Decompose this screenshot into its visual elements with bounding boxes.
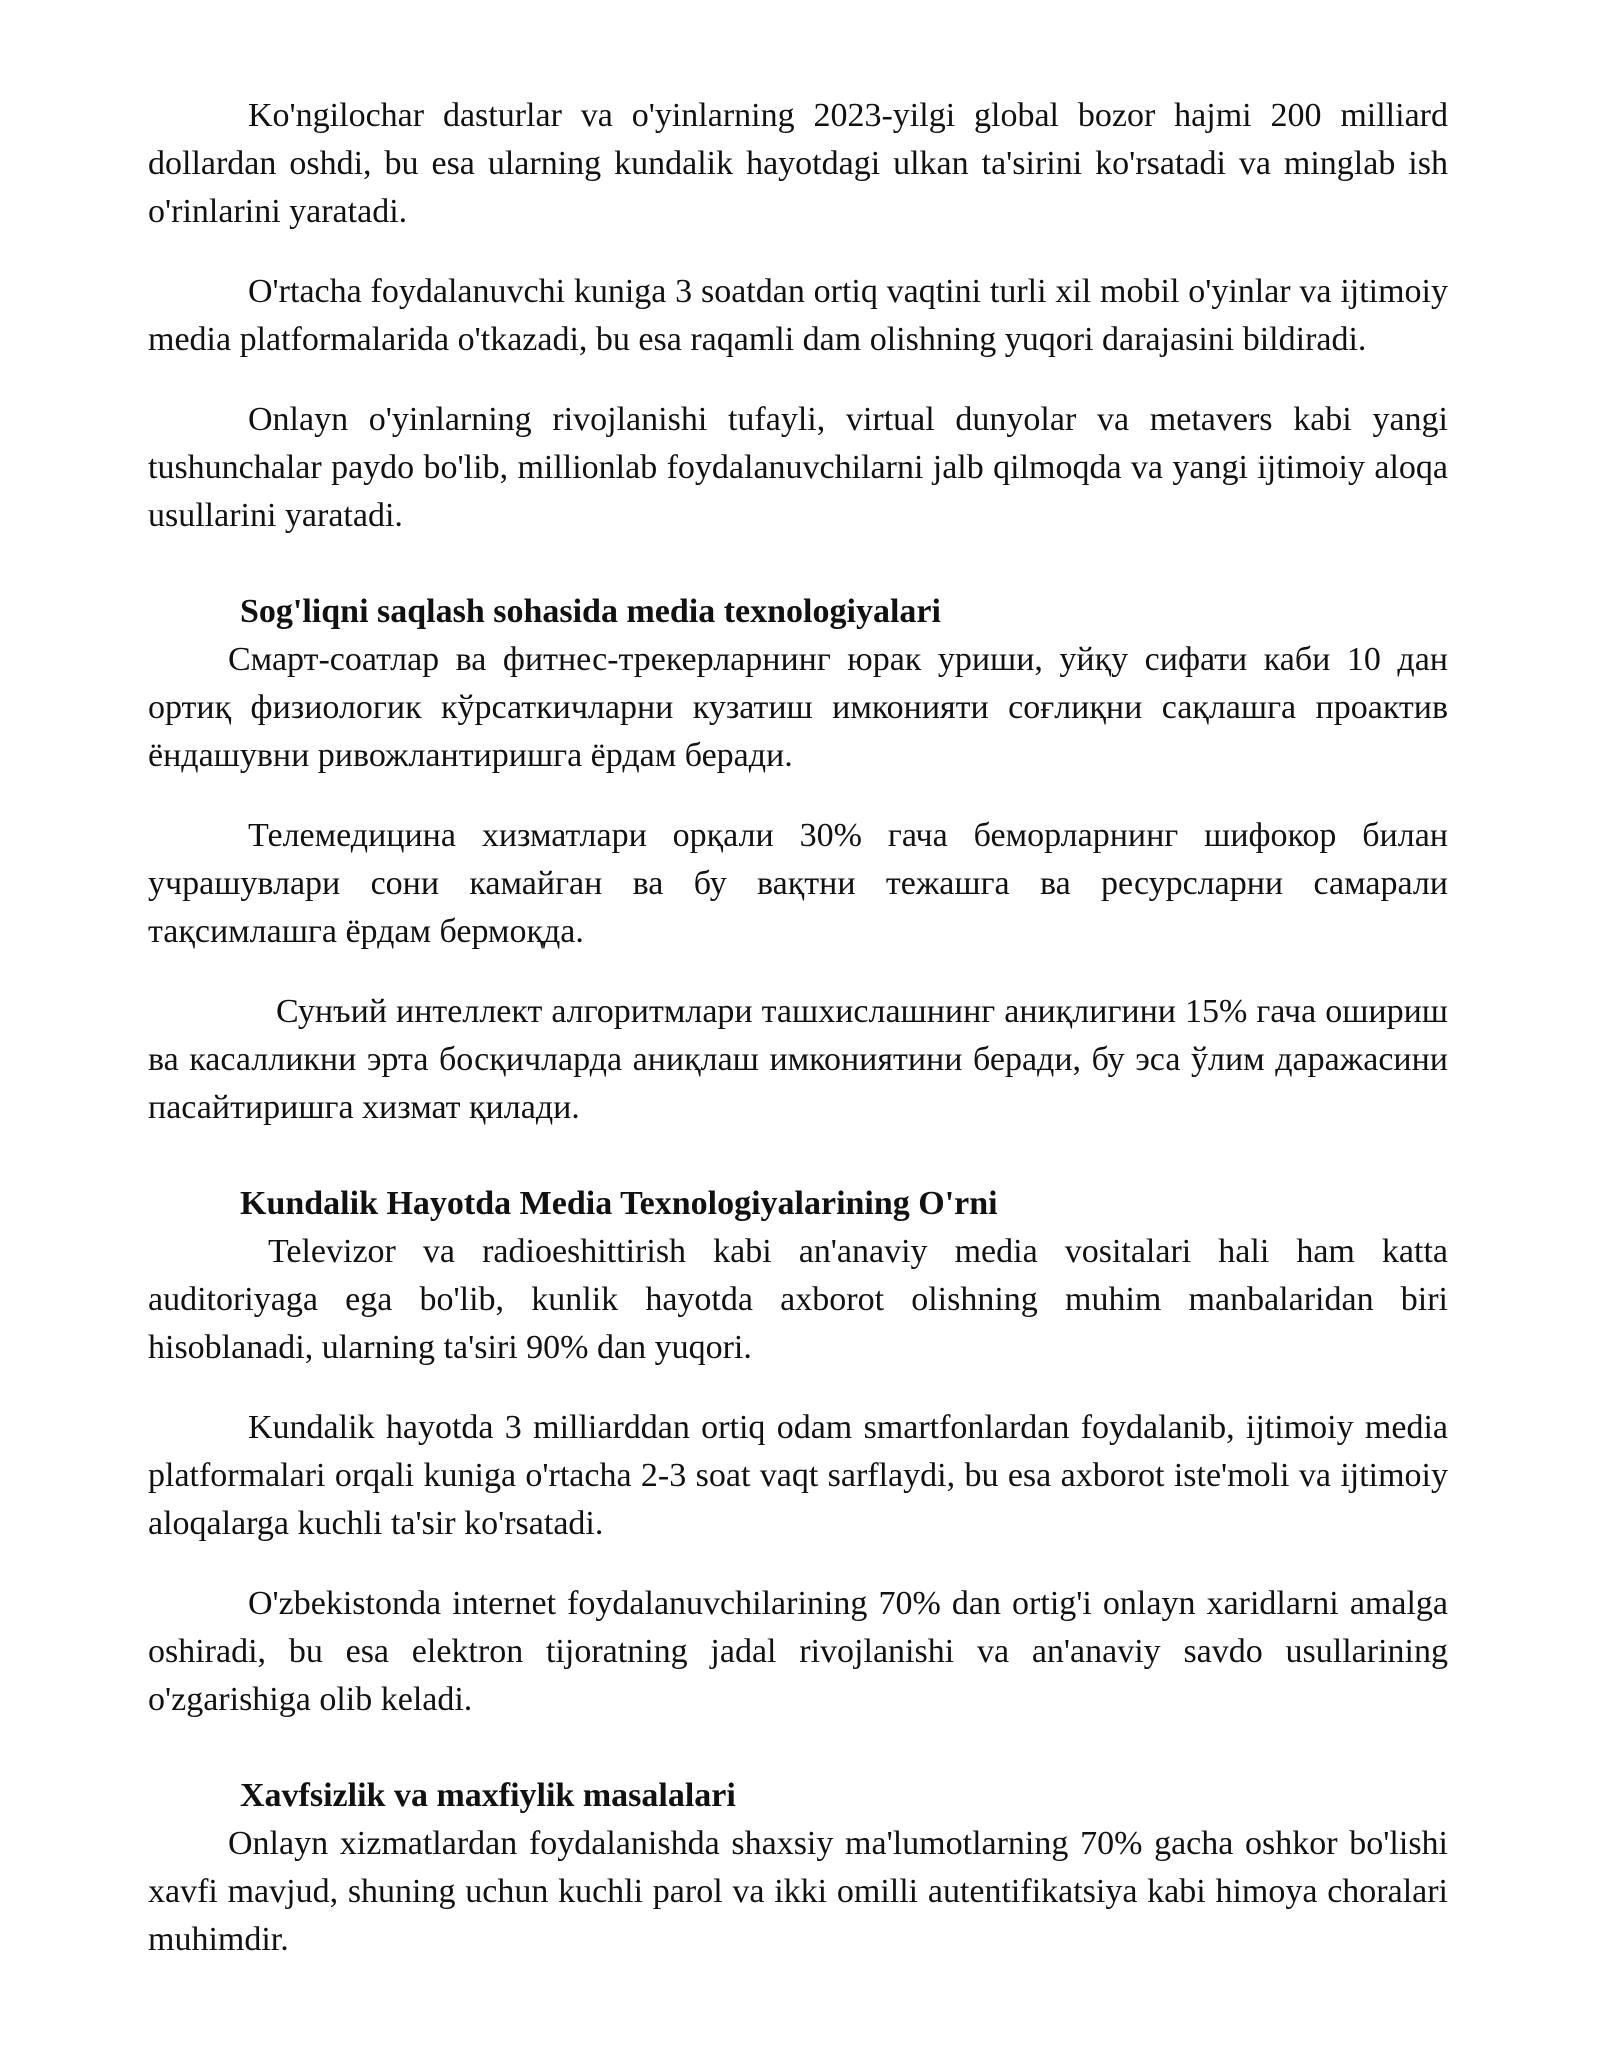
paragraph: O'zbekistonda internet foydalanuvchilarining 70% dan ortig'i onlayn xaridlarni amalga oshiradi, bu esa elektron tijoratning jadal rivojlanishi va an'anaviy savdo usullarining o'zgarishiga olib keladi. [148,1585,1448,1718]
paragraph: Телемедицина хизматлари орқали 30% гача беморларнинг шифокор билан учрашувлари сони камайган ва бу вақтни тежашга ва ресурсларни самарали тақсимлашга ёрдам бермоқда. [148,817,1448,950]
paragraph: Onlayn o'yinlarning rivojlanishi tufayli, virtual dunyolar va metavers kabi yangi tushunchalar paydo bo'lib, millionlab foydalanuvchilarni jalb qilmoqda va yangi ijtimoiy aloqa usullarini yaratadi. [148,401,1448,534]
paragraph: Onlayn xizmatlardan foydalanishda shaxsiy ma'lumotlarning 70% gacha oshkor bo'lishi xavfi mavjud, shuning uchun kuchli parol va ikki omilli autentifikatsiya kabi himoya choralari muhimdir. [148,1825,1448,1958]
section-heading: Sog'liqni saqlash sohasida media texnologiyalari [240,593,941,630]
paragraph: Смарт-соатлар ва фитнес-трекерларнинг юрак уриши, уйқу сифати каби 10 дан ортиқ физиологик кўрсаткичларни кузатиш имконияти соғлиқни сақлашга проактив ёндашувни ривожлантиришга ёрдам беради. [148,641,1448,774]
document-page [148,92,1448,1964]
paragraph: Ko'ngilochar dasturlar va o'yinlarning 2023-yilgi global bozor hajmi 200 milliard dollardan oshdi, bu esa ularning kundalik hayotdagi ulkan ta'sirini ko'rsatadi va minglab ish o'rinlarini yaratadi. [148,97,1448,230]
paragraph: O'rtacha foydalanuvchi kuniga 3 soatdan ortiq vaqtini turli xil mobil o'yinlar va ijtimoiy media platformalarida o'tkazadi, bu esa raqamli dam olishning yuqori darajasini bildiradi. [148,273,1448,358]
paragraph: Сунъий интеллект алгоритмлари ташхислашнинг аниқлигини 15% гача ошириш ва касалликни эрта босқичларда аниқлаш имкониятини беради, бу эса ўлим даражасини пасайтиришга хизмат қилади. [148,993,1448,1126]
section-heading: Xavfsizlik va maxfiylik masalalari [240,1777,736,1814]
paragraph: Kundalik hayotda 3 milliarddan ortiq odam smartfonlardan foydalanib, ijtimoiy media platformalari orqali kuniga o'rtacha 2-3 soat vaqt sarflaydi, bu esa axborot iste'moli va ijtimoiy aloqalarga kuchli ta'sir ko'rsatadi. [148,1409,1448,1542]
section-heading: Kundalik Hayotda Media Texnologiyalarining O'rni [240,1185,998,1222]
paragraph: Televizor va radioeshittirish kabi an'anaviy media vositalari hali ham katta auditoriyaga ega bo'lib, kunlik hayotda axborot olishning muhim manbalaridan biri hisoblanadi, ularning ta'siri 90% dan yuqori. [148,1233,1448,1366]
